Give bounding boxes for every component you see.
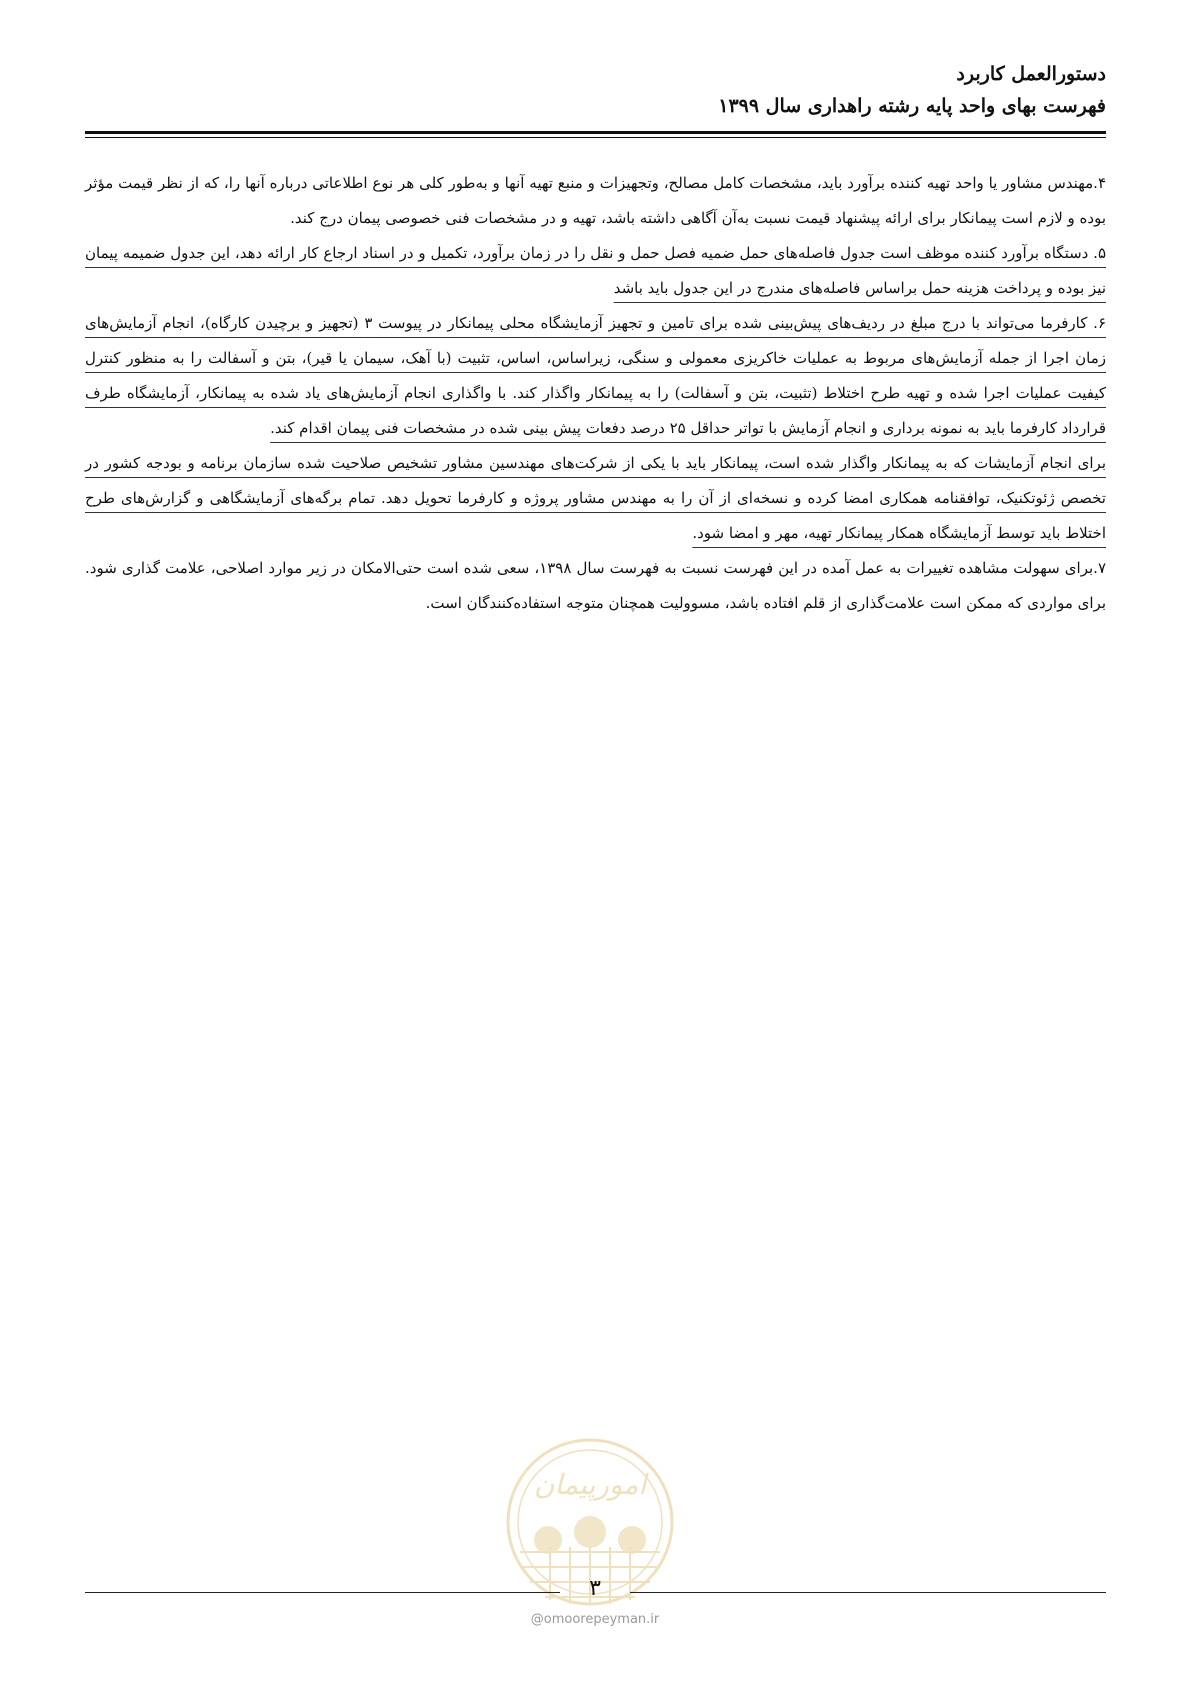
footer-rule-right bbox=[630, 1592, 1106, 1593]
header-rule-thin bbox=[85, 137, 1106, 138]
page-header bbox=[130, 58, 1106, 122]
page-number: ۳ bbox=[589, 1576, 601, 1601]
document-type: دستورالعمل کاربرد bbox=[956, 63, 1106, 85]
paragraph-item-7: ۷.برای سهولت مشاهده تغییرات به عمل آمده در این فهرست نسبت به فهرست سال ۱۳۹۸، سعی شده است حتی‌الامکان در زیر موارد اصلاحی، علامت گذاری شود. برای مواردی که ممکن است علامت‌گذاری از قلم افتاده باشد، مسوولیت همچنان متوجه استفاده‌کنندگان است. bbox=[85, 559, 1106, 612]
paragraph-lab-contract: برای انجام آزمایشات که به پیمانکار واگذار شده است، پیمانکار باید با یکی از شرکت‌های مهندسین مشاور تشخیص صلاحیت شده سازمان برنامه و بودجه کشور در تخصص ژئوتکنیک، توافقنامه همکاری امضا کرده و نسخه‌ای از آن را به مهندس مشاور پروژه و کارفرما تحویل دهد. تمام برگه‌های آزمایشگاهی و گزارش‌های طرح اختلاط باید توسط آزمایشگاه همکار پیمانکار تهیه، مهر و امضا شود. bbox=[85, 454, 1106, 542]
header-rule-thick bbox=[85, 131, 1106, 134]
document-body bbox=[85, 166, 1106, 621]
site-credit-link[interactable]: @omoorepeyman.ir bbox=[530, 1612, 660, 1627]
document-title: فهرست بهای واحد پایه رشته راهداری سال ۱۳۹۹ bbox=[718, 95, 1106, 117]
paragraph-item-6: ۶. کارفرما می‌تواند با درج مبلغ در ردیف‌های پیش‌بینی شده برای تامین و تجهیز آزمایشگاه محلی پیمانکار در پیوست ۳ (تجهیز و برچیدن کارگاه)، انجام آزمایش‌های زمان اجرا از جمله آزمایش‌های مربوط به عملیات خاکریزی معمولی و سنگی، زیراساس، اساس، تثبیت (با آهک، سیمان یا قیر)، بتن و آسفالت را به منظور کنترل کیفیت عملیات اجرا شده و تهیه طرح اختلاط (تثبیت، بتن و آسفالت) را به پیمانکار واگذار کند. با واگذاری انجام آزمایش‌های یاد شده به پیمانکار، آزمایشگاه طرف قرارداد کارفرما باید به نمونه برداری و انجام آزمایش با تواتر حداقل ۲۵ درصد دفعات پیش بینی شده در مشخصات فنی پیمان اقدام کند. bbox=[85, 314, 1107, 437]
footer-rule-left bbox=[85, 1592, 560, 1593]
paragraph-item-4: ۴.مهندس مشاور یا واحد تهیه کننده برآورد باید، مشخصات کامل مصالح، وتجهیزات و منبع تهیه آنها و به‌طور کلی هر نوع اطلاعاتی درباره آنها را، که از نظر قیمت مؤثر بوده و لازم است پیمانکار برای ارائه پیشنهاد قیمت نسبت به‌آن آگاهی داشته باشد، تهیه و در مشخصات فنی خصوصی پیمان درج کند. bbox=[85, 174, 1106, 227]
svg-text:امورپیمان: امورپیمان bbox=[533, 1468, 647, 1501]
paragraph-item-5: ۵. دستگاه برآورد کننده موظف است جدول فاصله‌های حمل ضمیه فصل حمل و نقل را در زمان برآورد، تکمیل و در اسناد ارجاع کار ارائه دهد، این جدول ضمیمه پیمان نیز بوده و پرداخت هزینه حمل براساس فاصله‌های مندرج در این جدول باید باشد bbox=[85, 244, 1106, 297]
